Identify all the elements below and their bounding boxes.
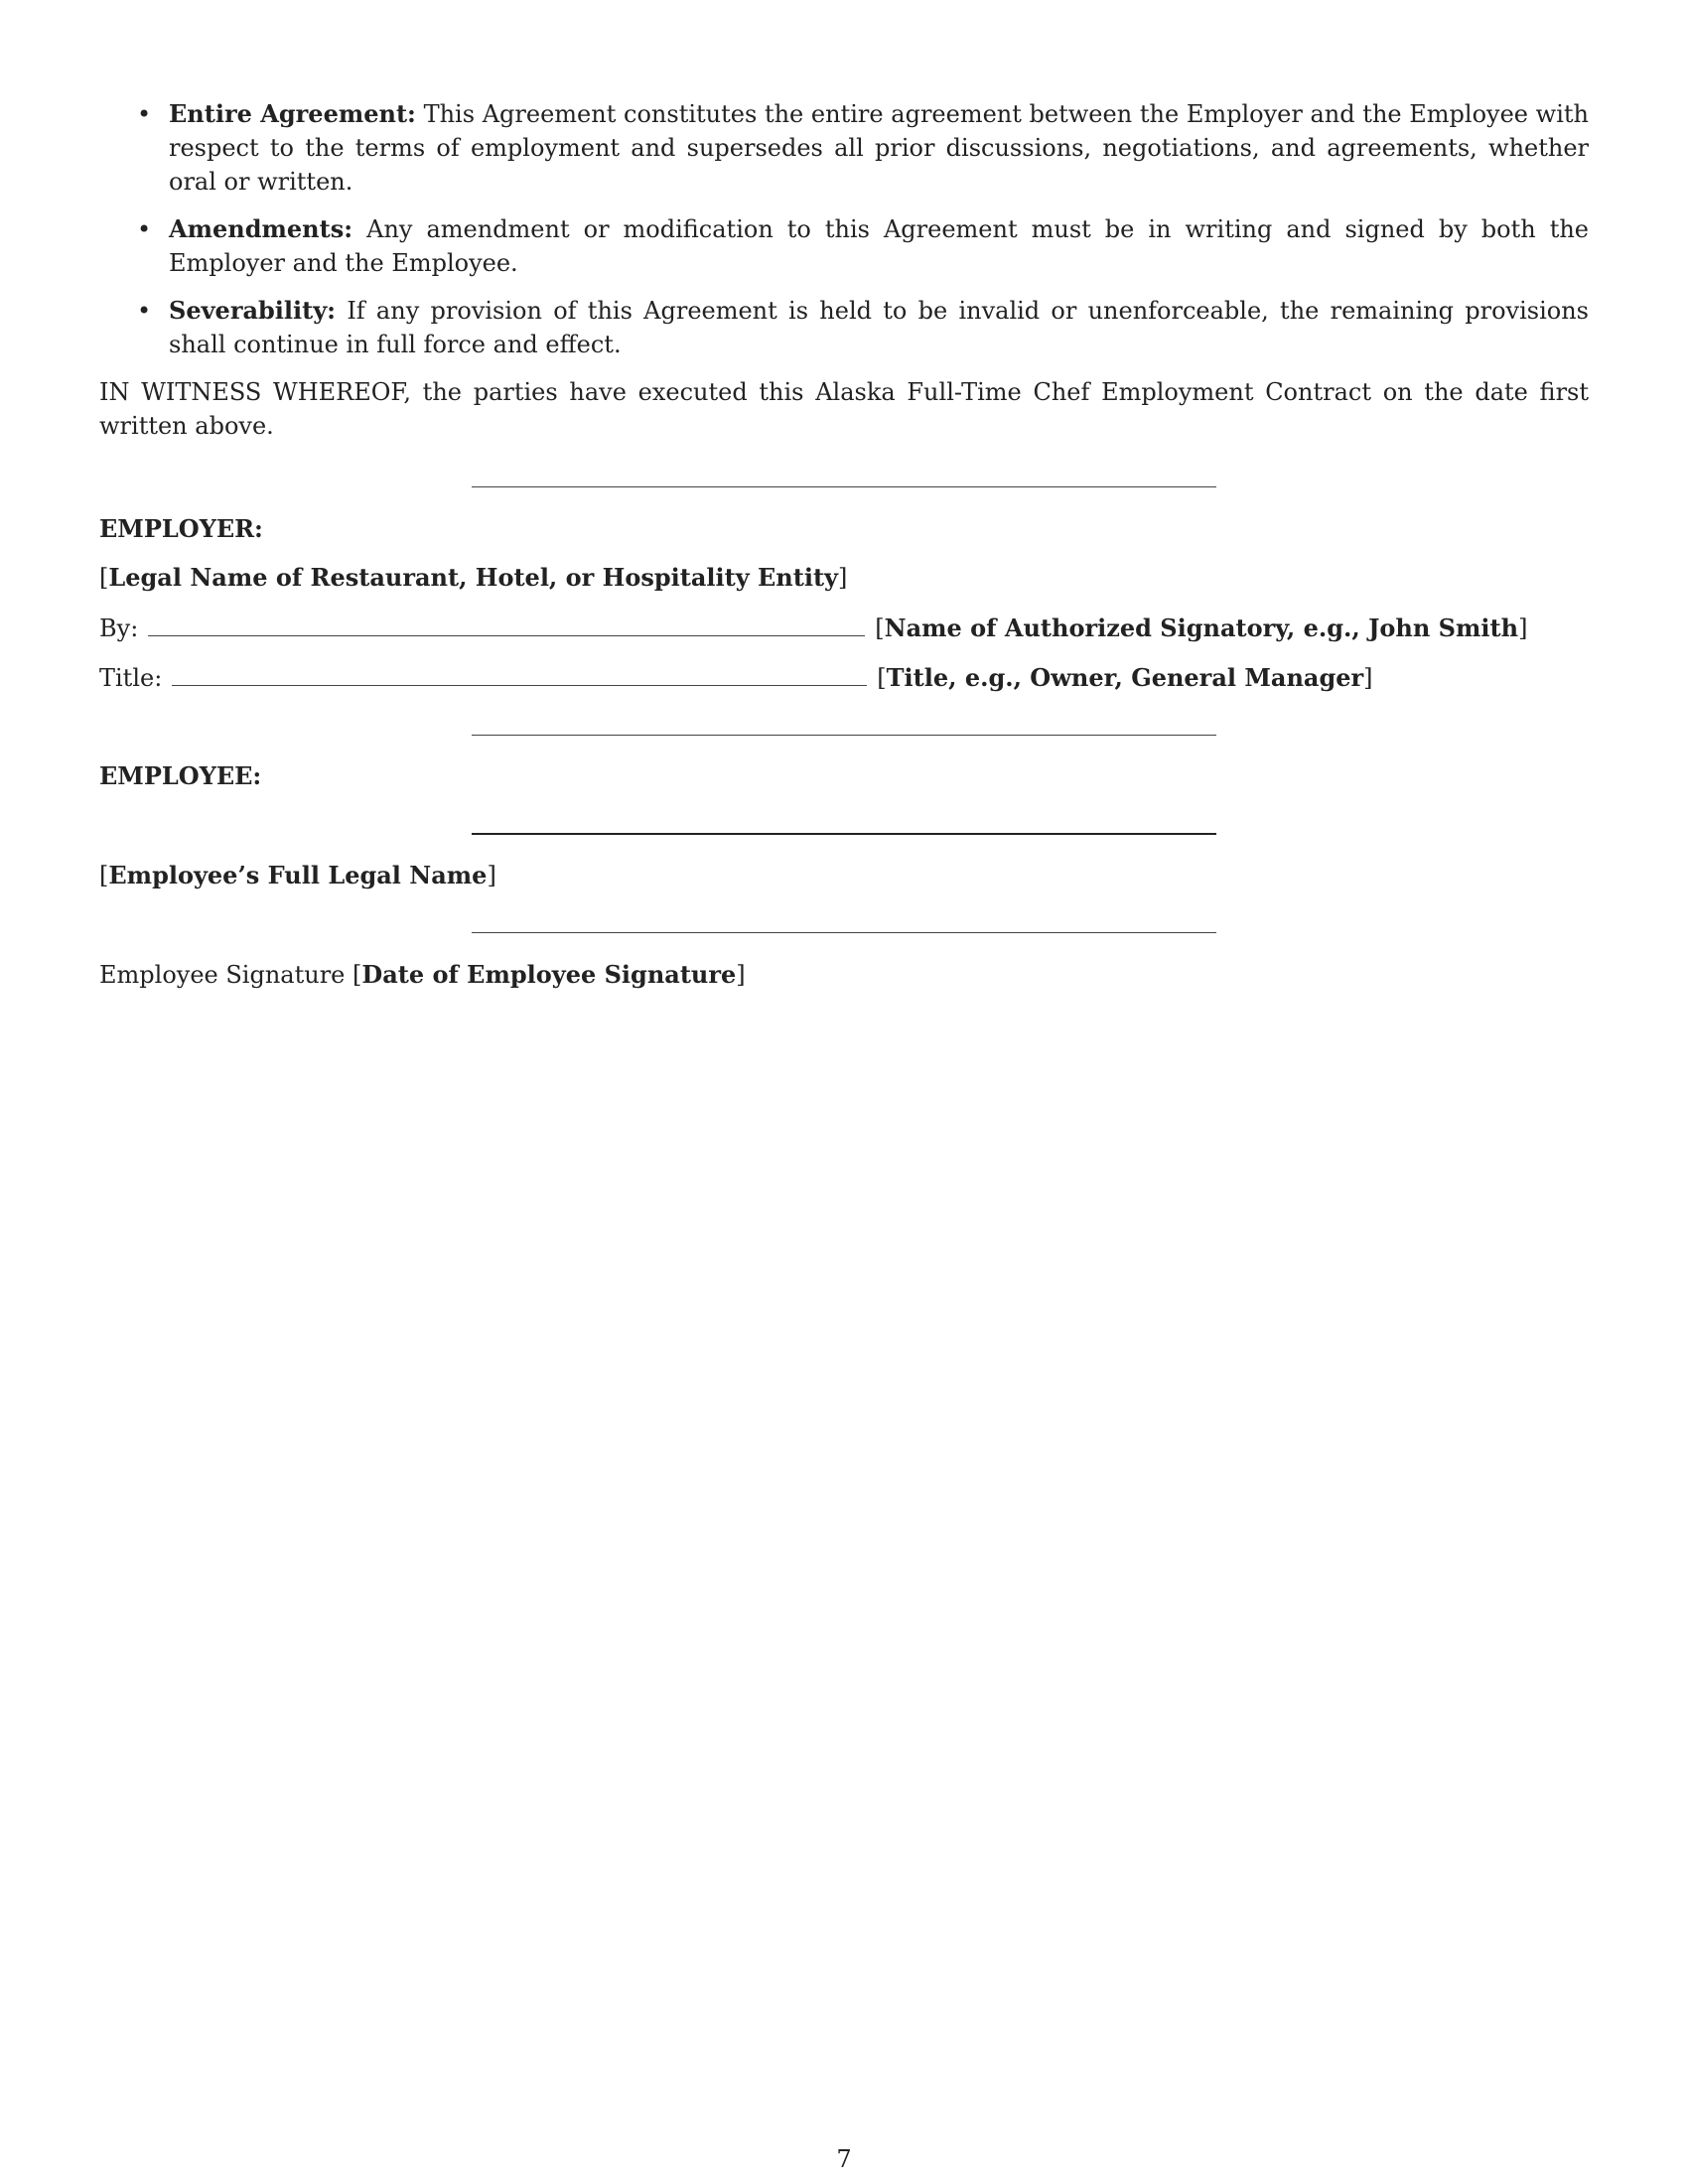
- divider-employer-top: [472, 486, 1216, 487]
- clause-severability: [99, 294, 1589, 361]
- bullet-icon: •: [137, 215, 152, 243]
- signatory-name: Name of Authorized Signatory, e.g., John Smith: [884, 614, 1519, 642]
- witness-paragraph: IN WITNESS WHEREOF, the parties have executed this Alaska Full-Time Chef Employment Contract on the date first written above.: [99, 378, 1589, 440]
- employer-entity-line: [Legal Name of Restaurant, Hotel, or Hospitality Entity]: [99, 563, 848, 592]
- clause-heading: Amendments:: [169, 214, 353, 243]
- employer-title-row: [99, 661, 1373, 695]
- employee-signature-label: Employee Signature: [99, 961, 346, 989]
- employer-signature-line[interactable]: [148, 614, 865, 636]
- title-value: Title, e.g., Owner, General Manager: [886, 663, 1364, 692]
- employee-signature-date: Date of Employee Signature: [361, 960, 737, 989]
- employee-name-row: [Employee’s Full Legal Name]: [99, 861, 496, 889]
- title-label: Title:: [99, 664, 163, 692]
- bullet-icon: •: [137, 100, 152, 128]
- clause-entire-agreement: [99, 97, 1589, 199]
- title-bracket: [Title, e.g., Owner, General Manager]: [877, 663, 1373, 692]
- employee-signature-row: Employee Signature [Date of Employee Signature]: [99, 960, 746, 989]
- bullet-icon: •: [137, 297, 152, 325]
- employer-by-row: [99, 612, 1527, 645]
- clause-heading: Severability:: [169, 296, 337, 325]
- employee-signature-line[interactable]: [472, 932, 1216, 933]
- clause-heading: Entire Agreement:: [169, 99, 416, 128]
- employer-title-line[interactable]: [172, 663, 867, 686]
- signatory-bracket: [Name of Authorized Signatory, e.g., John Smith]: [875, 614, 1528, 642]
- employee-name-line[interactable]: [472, 833, 1216, 835]
- clause-text: If any provision of this Agreement is held to be invalid or unenforceable, the remaining provisions shall continue in full force and effect.: [169, 297, 1589, 358]
- document-body: [99, 97, 1589, 443]
- clause-amendments: [99, 212, 1589, 280]
- employer-entity-name: Legal Name of Restaurant, Hotel, or Hospitality Entity: [108, 563, 838, 592]
- employee-heading: EMPLOYEE:: [99, 761, 262, 790]
- clause-list: [99, 97, 1589, 361]
- divider-employee-top: [472, 735, 1216, 736]
- clause-text: This Agreement constitutes the entire agreement between the Employer and the Employee with respect to the terms of employment and supersedes all prior discussions, negotiations, and agreements, whether oral or written.: [169, 100, 1590, 196]
- employer-heading: EMPLOYER:: [99, 514, 263, 543]
- by-label: By:: [99, 614, 139, 642]
- employee-full-name: Employee’s Full Legal Name: [108, 861, 488, 889]
- clause-text: Any amendment or modification to this Agreement must be in writing and signed by both the Employer and the Employee.: [169, 215, 1589, 277]
- page-number: 7: [836, 2145, 852, 2173]
